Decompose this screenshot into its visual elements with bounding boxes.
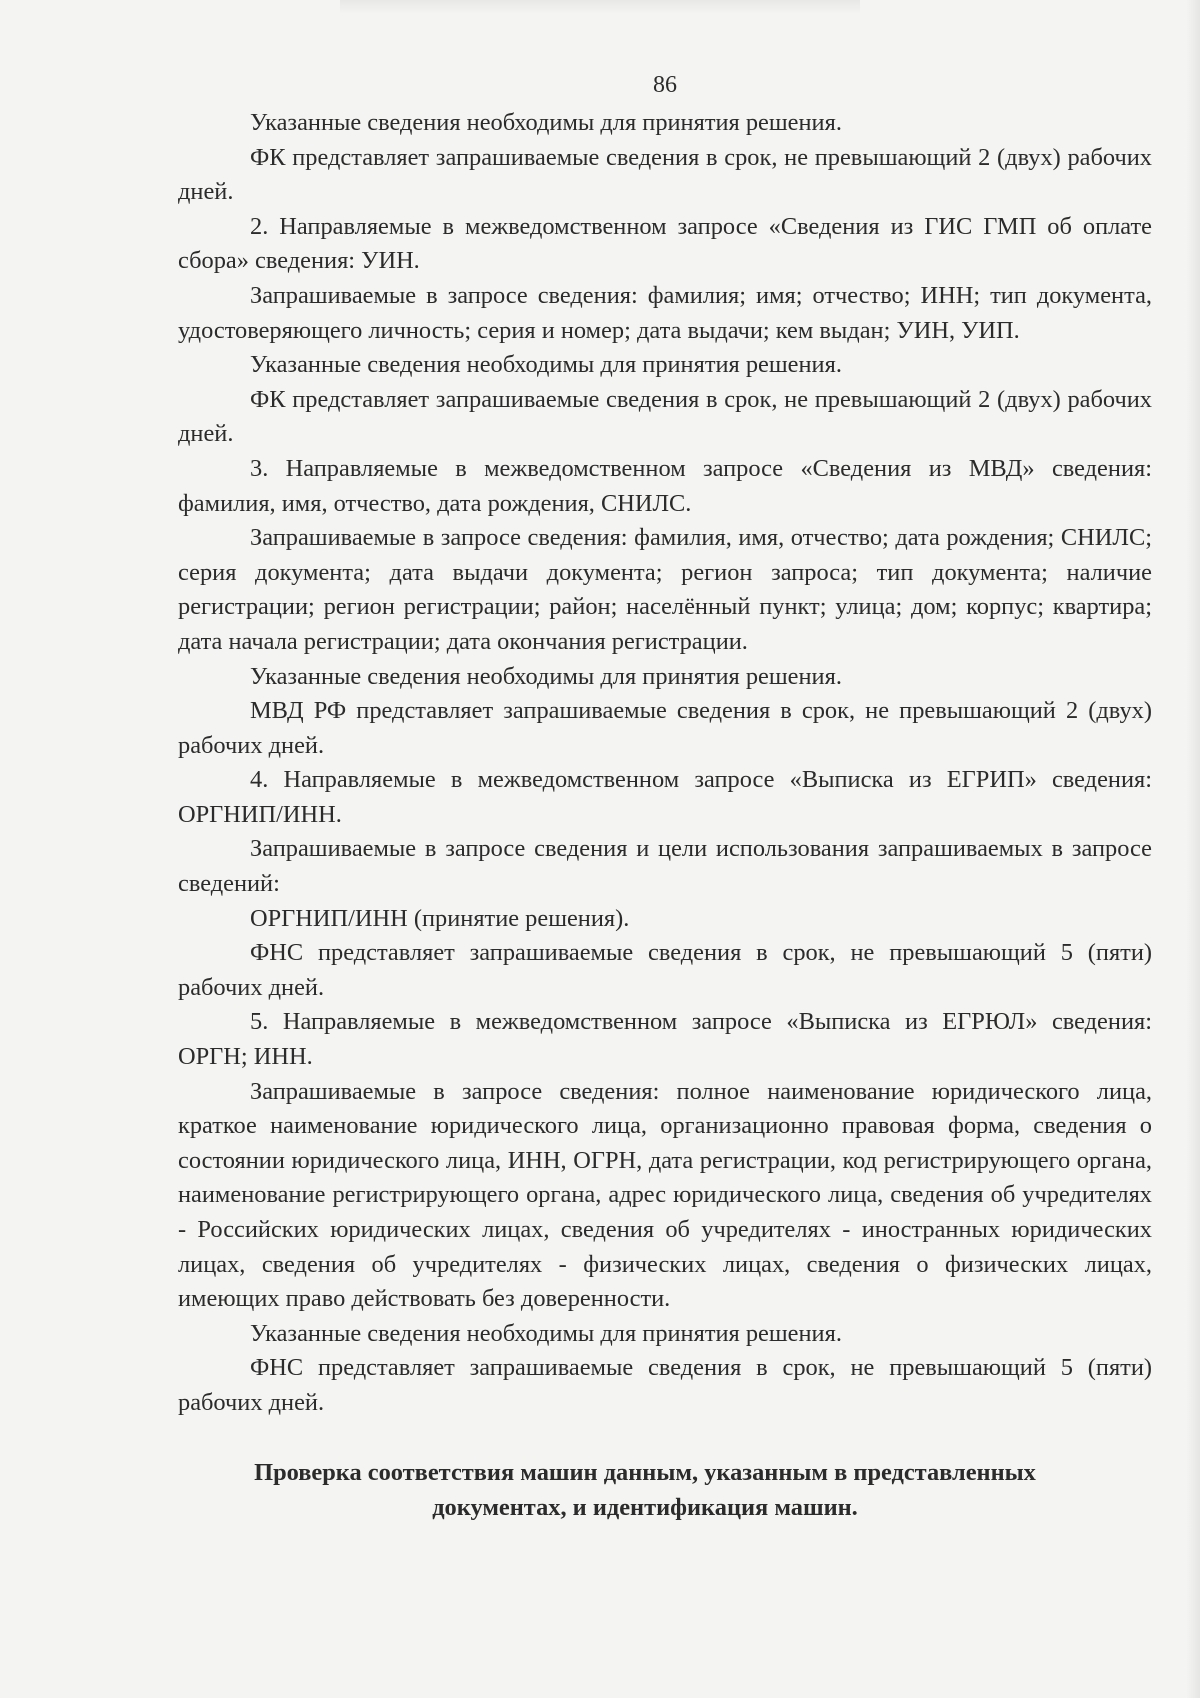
paragraph: 2. Направляемые в межведомственном запросе «Сведения из ГИС ГМП об оплате сбора» сведения: УИН. — [178, 212, 1152, 275]
paragraph: Запрашиваемые в запросе сведения: полное наименование юридического лица, краткое наименование юридического лица, организационно правовая форма, сведения о состоянии юридического лица, ИНН, ОГРН, дата регистрации, код регистрирующего органа, наименование регистрирующего органа, адрес юридического лица, сведения об учредителях - Российских юридических лицах, сведения об учредителях - иностранных юридических лицах, сведения об учредителях - физических лицах, сведения о физических лицах, имеющих право действовать без доверенности. — [178, 1077, 1152, 1313]
section-heading — [178, 1455, 1152, 1525]
paragraph: ФНС представляет запрашиваемые сведения в срок, не превышающий 5 (пяти) рабочих дней. — [178, 1354, 1152, 1416]
paragraph: 3. Направляемые в межведомственном запросе «Сведения из МВД» сведения: фамилия, имя, отчество, дата рождения, СНИЛС. — [178, 454, 1152, 517]
paragraph: Запрашиваемые в запросе сведения и цели использования запрашиваемых в запросе сведений: — [178, 835, 1152, 898]
page-number: 86 — [653, 72, 677, 98]
paragraph: Указанные сведения необходимы для принятия решения. — [250, 1319, 842, 1347]
scan-shadow-right — [1186, 0, 1200, 1698]
paragraph: ФК представляет запрашиваемые сведения в срок, не превышающий 2 (двух) рабочих дней. — [178, 385, 1152, 448]
scan-shadow-top — [340, 0, 860, 14]
paragraph: ФК представляет запрашиваемые сведения в срок, не превышающий 2 (двух) рабочих дней. — [178, 143, 1152, 206]
section-heading-line: Проверка соответствия машин данным, указанным в представленных — [254, 1458, 1036, 1486]
paragraph: ОРГНИП/ИНН (принятие решения). — [250, 904, 630, 932]
paragraph: 4. Направляемые в межведомственном запросе «Выписка из ЕГРИП» сведения: ОРГНИП/ИНН. — [178, 766, 1152, 828]
paragraph: 5. Направляемые в межведомственном запросе «Выписка из ЕГРЮЛ» сведения: ОРГН; ИНН. — [178, 1008, 1152, 1071]
paragraph: Указанные сведения необходимы для принятия решения. — [250, 662, 842, 690]
paragraph: Запрашиваемые в запросе сведения: фамилия; имя; отчество; ИНН; тип документа, удостоверяющего личность; серия и номер; дата выдачи; кем выдан; УИН, УИП. — [178, 281, 1152, 344]
section-heading-line: документах, и идентификация машин. — [432, 1493, 858, 1521]
paragraph: ФНС представляет запрашиваемые сведения в срок, не превышающий 5 (пяти) рабочих дней. — [178, 939, 1152, 1001]
paragraph: МВД РФ представляет запрашиваемые сведения в срок, не превышающий 2 (двух) рабочих дней. — [178, 697, 1152, 759]
paragraph: Указанные сведения необходимы для принятия решения. — [250, 351, 842, 379]
document-body — [178, 106, 1152, 1421]
paragraph: Запрашиваемые в запросе сведения: фамилия, имя, отчество; дата рождения; СНИЛС; серия документа; дата выдачи документа; регион запроса; тип документа; наличие регистрации; регион регистрации; район; населённый пункт; улица; дом; корпус; квартира; дата начала регистрации; дата окончания регистрации. — [178, 524, 1152, 655]
paragraph: Указанные сведения необходимы для принятия решения. — [250, 109, 842, 136]
